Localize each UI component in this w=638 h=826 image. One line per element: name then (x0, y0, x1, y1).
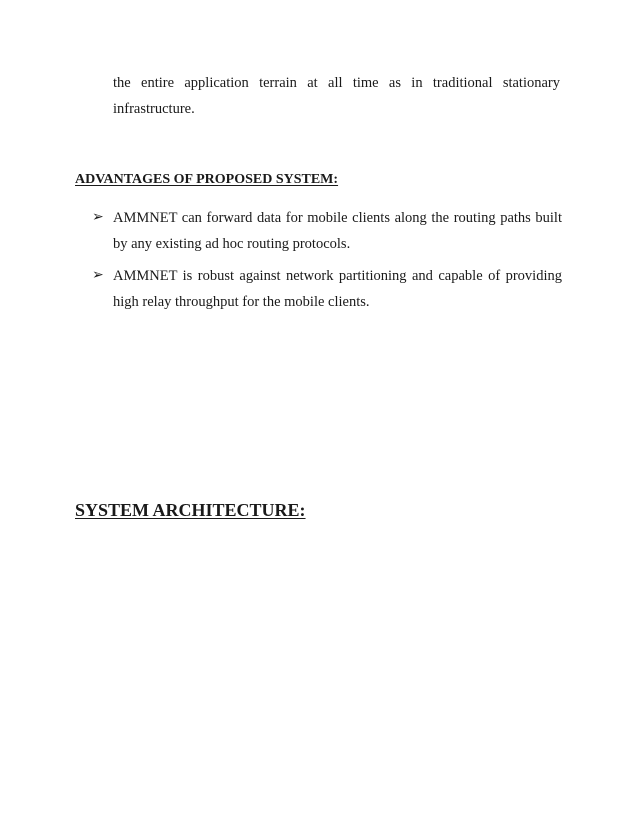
advantage-1-line-1: AMMNET can forward data for mobile clients along the routing paths built (113, 210, 562, 226)
architecture-heading: SYSTEM ARCHITECTURE: (75, 500, 306, 520)
advantage-text-2 (113, 263, 562, 315)
advantage-text-1 (113, 205, 562, 257)
arrow-bullet-icon: ➢ (92, 268, 104, 283)
intro-line-1: the entire application terrain at all time as in traditional stationary (113, 75, 560, 91)
intro-paragraph (113, 70, 560, 122)
advantage-2-line-2: high relay throughput for the mobile clients. (113, 294, 370, 310)
arrow-bullet-icon: ➢ (92, 210, 104, 225)
advantage-1-line-2: by any existing ad hoc routing protocols. (113, 236, 351, 252)
advantage-2-line-1: AMMNET is robust against network partitioning and capable of providing (113, 268, 562, 284)
advantages-heading: ADVANTAGES OF PROPOSED SYSTEM: (75, 172, 339, 187)
intro-line-2: infrastructure. (113, 101, 195, 117)
